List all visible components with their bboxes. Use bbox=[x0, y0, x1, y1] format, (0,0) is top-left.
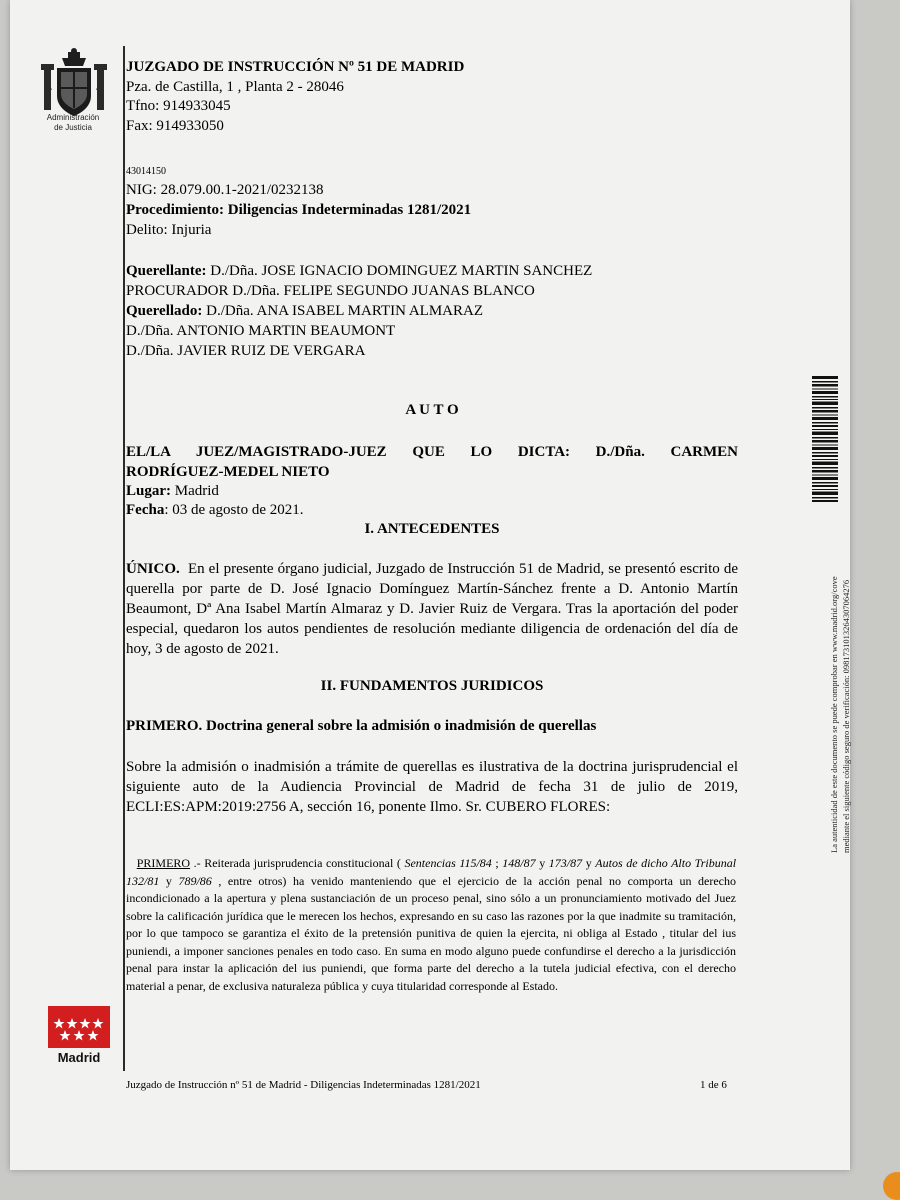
court-address: Pza. de Castilla, 1 , Planta 2 - 28046 bbox=[126, 79, 344, 95]
crest-label: Administración de Justicia bbox=[46, 113, 100, 132]
internal-code: 43014150 bbox=[126, 166, 166, 177]
antecedentes-heading: I. ANTECEDENTES bbox=[364, 521, 500, 537]
verification-line-1: La autenticidad de este documento se puede comprobar en www.madrid.org/cove bbox=[829, 576, 839, 853]
court-fax: Fax: 914933050 bbox=[126, 118, 224, 134]
judge-line: EL/LA JUEZ/MAGISTRADO-JUEZ QUE LO DICTA: D./Dña. CARMEN RODRÍGUEZ-MEDEL NIETO bbox=[126, 444, 738, 480]
procurador-line: PROCURADOR D./Dña. FELIPE SEGUNDO JUANAS BLANCO bbox=[126, 283, 535, 299]
verification-line-2: mediante el siguiente código seguro de verificación: 0981731013264307064276 bbox=[841, 579, 851, 853]
verification-note bbox=[818, 513, 862, 853]
quoted-doctrine: PRIMERO .- Reiterada jurisprudencia constitucional ( Sentencias 115/84 ; 148/87 y 173/87 y Autos de dicho Alto Tribunal 132/81 y 789/86 , entre otros) ha venido manteniendo que el ejercicio de la acción penal no comporta un derecho incondicionado a la apertura y plena sustanciación de un proceso penal, sino sólo a un pronunciamiento motivado del Juez sobre la calificación jurídica que le merecen los hechos, expresando en su caso las razones por la que inadmite su tramitación, por lo que tampoco se garantiza el éxito de la pretensión punitiva de quien la ejercita, ni obliga al Estado , titular del ius puniendi, a imponer sanciones penales en todo caso. En suma en modo alguno puede confundirse el derecho a la jurisdicción penal para instar la aplicación del ius puniendi, que forma parte del derecho a la tutela judicial efectiva, con el derecho material a penar, de exclusiva naturaleza pública y cuya titularidad corresponde al Estado. bbox=[126, 856, 737, 993]
footer-reference: Juzgado de Instrucción nº 51 de Madrid - Diligencias Indeterminadas 1281/2021 bbox=[126, 1079, 481, 1091]
primero-heading: PRIMERO. Doctrina general sobre la admisión o inadmisión de querellas bbox=[126, 718, 597, 734]
document-page bbox=[10, 0, 850, 1170]
page-number: 1 de 6 bbox=[700, 1079, 727, 1091]
fundamentos-paragraph: Sobre la admisión o inadmisión a trámite de querellas es ilustrativa de la doctrina jurisprudencial el siguiente auto de la Audiencia Provincial de Madrid de fecha 31 de julio de 2019, ECLI:ES:APM:2019:2756 A, sección 16, ponente Ilmo. Sr. CUBERO FLORES: bbox=[126, 759, 738, 815]
auto-title: A U T O bbox=[405, 402, 459, 418]
date-line: Fecha: 03 de agosto de 2021. bbox=[126, 502, 304, 518]
madrid-logo-label: Madrid bbox=[57, 1050, 101, 1065]
antecedentes-paragraph: ÚNICO. En el presente órgano judicial, Juzgado de Instrucción 51 de Madrid, se presentó escrito de querella por parte de D. José Ignacio Domínguez Martín-Sánchez frente a D. Antonio Martín Beaumont, Dª Ana Isabel Martín Almaraz y D. Javier Ruiz de Vergara. Tras la aportación del poder especial, quedaron los autos pendientes de resolución mediante diligencia de ordenación del día de hoy, 3 de agosto de 2021. bbox=[126, 561, 738, 657]
nig-number: NIG: 28.079.00.1-2021/0232138 bbox=[126, 182, 324, 198]
crime-line: Delito: Injuria bbox=[126, 222, 212, 238]
place-line: Lugar: Madrid bbox=[126, 483, 219, 499]
margin-line bbox=[123, 46, 125, 1071]
court-name: JUZGADO DE INSTRUCCIÓN Nº 51 DE MADRID bbox=[126, 59, 465, 75]
querellado-line-2: D./Dña. ANTONIO MARTIN BEAUMONT bbox=[126, 323, 396, 339]
querellante-line: Querellante: D./Dña. JOSE IGNACIO DOMINGUEZ MARTIN SANCHEZ bbox=[126, 263, 593, 279]
madrid-flag-icon bbox=[48, 1006, 110, 1048]
barcode-icon bbox=[812, 376, 838, 502]
querellado-line-3: D./Dña. JAVIER RUIZ DE VERGARA bbox=[126, 343, 366, 359]
court-phone: Tfno: 914933045 bbox=[126, 98, 231, 114]
fundamentos-heading: II. FUNDAMENTOS JURIDICOS bbox=[320, 678, 544, 694]
notification-icon[interactable] bbox=[883, 1172, 900, 1200]
querellado-line: Querellado: D./Dña. ANA ISABEL MARTIN ALMARAZ bbox=[126, 303, 484, 319]
procedure-line: Procedimiento: Diligencias Indeterminadas 1281/2021 bbox=[126, 202, 472, 218]
